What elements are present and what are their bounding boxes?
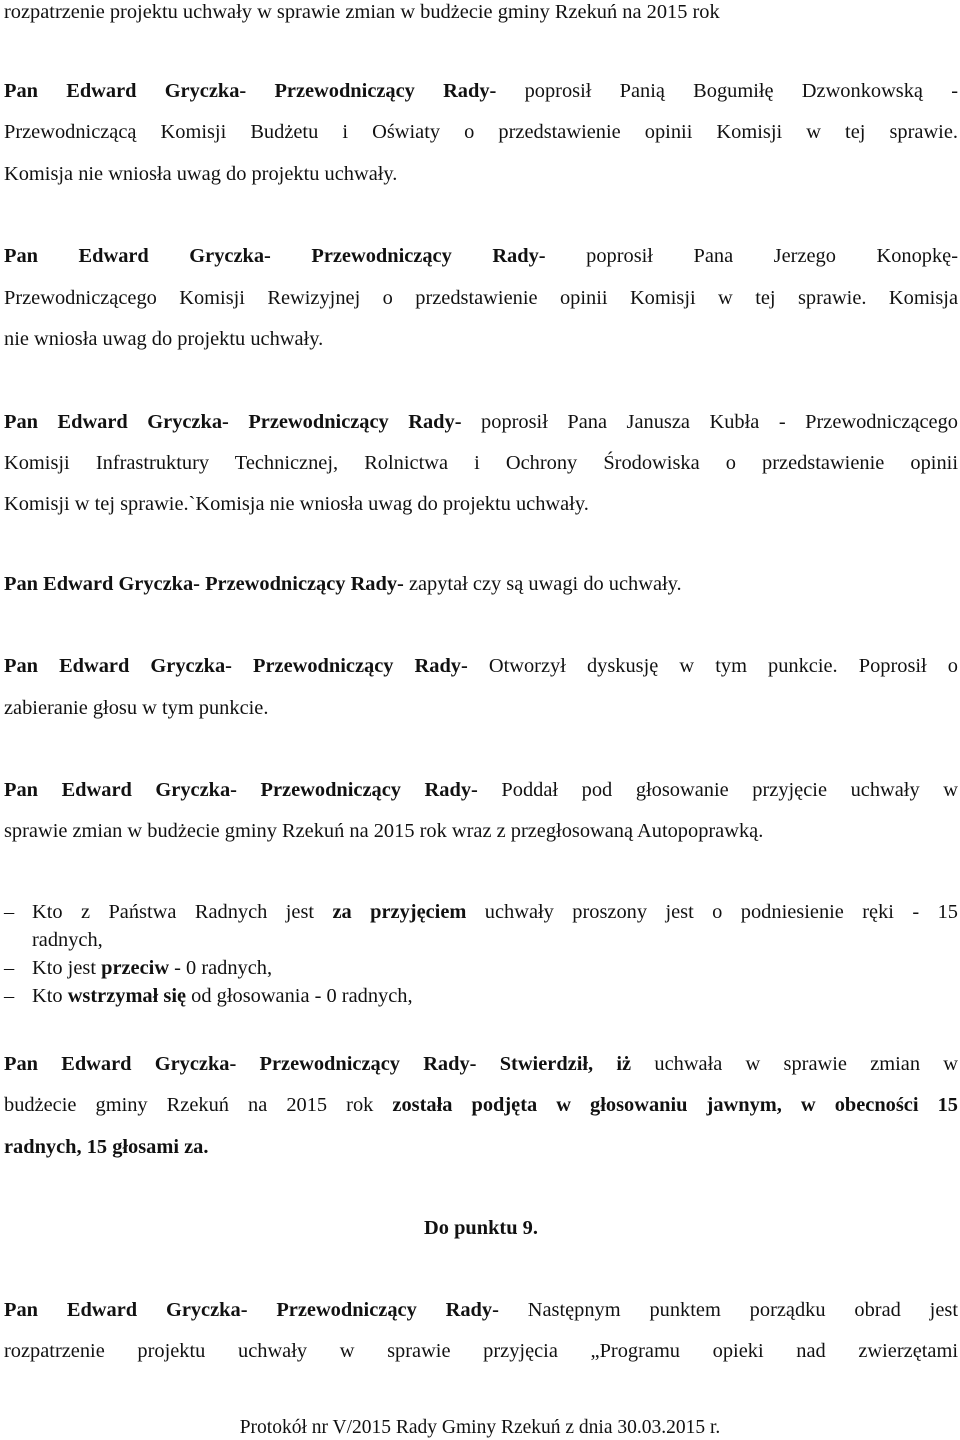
vote-text bbox=[32, 984, 958, 1008]
speaker-name: Pan Edward Gryczka- Przewodniczący Rady- bbox=[4, 80, 497, 102]
paragraph-text: poprosił Pana Janusza Kubła - Przewodniczącego bbox=[481, 411, 958, 433]
vote-text-part: - 0 radnych, bbox=[169, 957, 273, 979]
text-line bbox=[4, 778, 958, 802]
paragraph-text: poprosił Panią Bogumiłę Dzwonkowską - bbox=[524, 80, 958, 102]
vote-emphasis: przeciw bbox=[101, 957, 170, 979]
speaker-name: Pan Edward Gryczka- Przewodniczący Rady- bbox=[4, 573, 404, 595]
dash-bullet: – bbox=[4, 901, 15, 923]
paragraph-text: Następnym punktem porządku obrad jest bbox=[527, 1299, 958, 1321]
paragraph-emphasis: została podjęta w głosowaniu jawnym, w obecności 15 bbox=[392, 1094, 958, 1116]
text-line bbox=[4, 1052, 958, 1076]
text-line bbox=[4, 162, 958, 186]
paragraph-text: Poddał pod głosowanie przyjęcie uchwały w bbox=[501, 779, 958, 801]
text-line bbox=[4, 1298, 958, 1322]
text-line bbox=[4, 1135, 958, 1159]
text-line bbox=[4, 79, 958, 103]
vote-text bbox=[32, 956, 958, 980]
paragraph-text: uchwała w sprawie zmian w bbox=[654, 1053, 958, 1075]
paragraph-text: rozpatrzenie projektu uchwały w sprawie zmian w budżecie gminy Rzekuń na 2015 rok bbox=[4, 1, 720, 23]
text-line bbox=[4, 120, 958, 144]
text-line bbox=[4, 696, 958, 720]
vote-text-part: od głosowania - 0 radnych, bbox=[186, 985, 413, 1007]
paragraph-text: nie wniosła uwag do projektu uchwały. bbox=[4, 328, 324, 350]
paragraph-text: rozpatrzenie projektu uchwały w sprawie przyjęcia „Programu opieki nad zwierzętami bbox=[4, 1340, 958, 1362]
text-line bbox=[4, 1339, 958, 1363]
text-line bbox=[4, 819, 958, 843]
vote-text-part: Kto jest bbox=[32, 957, 96, 979]
text-line bbox=[4, 327, 958, 351]
text-line bbox=[4, 654, 958, 678]
paragraph-text: poprosił Pana Jerzego Konopkę- bbox=[586, 245, 959, 267]
paragraph-text: Przewodniczącego Komisji Rewizyjnej o przedstawienie opinii Komisji w tej sprawie. Komisja bbox=[4, 287, 958, 309]
vote-emphasis: za przyjęciem bbox=[332, 901, 467, 923]
text-line bbox=[4, 410, 958, 434]
paragraph-text: budżecie gminy Rzekuń na 2015 rok bbox=[4, 1094, 374, 1116]
speaker-name: Pan Edward Gryczka- Przewodniczący Rady- bbox=[4, 655, 468, 677]
text-line bbox=[4, 451, 958, 475]
paragraph-text: Komisji w tej sprawie.`Komisja nie wniosła uwag do projektu uchwały. bbox=[4, 493, 589, 515]
paragraph-emphasis: radnych, 15 głosami za. bbox=[4, 1136, 209, 1158]
vote-text-part: Kto z Państwa Radnych jest bbox=[32, 901, 315, 923]
dash-bullet: – bbox=[4, 985, 15, 1007]
dash-bullet: – bbox=[4, 957, 15, 979]
speaker-name: Pan Edward Gryczka- Przewodniczący Rady- bbox=[4, 779, 478, 801]
page-footer: Protokół nr V/2015 Rady Gminy Rzekuń z dnia 30.03.2015 r. bbox=[239, 1417, 721, 1438]
paragraph-text: Komisji Infrastruktury Technicznej, Rolnictwa i Ochrony Środowiska o przedstawienie opinii bbox=[4, 452, 958, 474]
vote-text-part: uchwały proszony jest o podniesienie ręki - 15 bbox=[484, 901, 958, 923]
paragraph-text: Otworzył dyskusję w tym punkcie. Poprosił o bbox=[488, 655, 958, 677]
speaker-name: Pan Edward Gryczka- Przewodniczący Rady- Stwierdził, iż bbox=[4, 1053, 632, 1075]
text-line bbox=[4, 244, 958, 268]
paragraph-text: zapytał czy są uwagi do uchwały. bbox=[408, 573, 682, 595]
paragraph-text: Komisja nie wniosła uwag do projektu uchwały. bbox=[4, 163, 398, 185]
paragraph-text: Przewodniczącą Komisji Budżetu i Oświaty o przedstawienie opinii Komisji w tej sprawie. bbox=[4, 121, 958, 143]
paragraph-text: sprawie zmian w budżecie gminy Rzekuń na 2015 rok wraz z przegłosowaną Autopoprawką. bbox=[4, 820, 764, 842]
speaker-name: Pan Edward Gryczka- Przewodniczący Rady- bbox=[4, 1299, 499, 1321]
vote-text-part: radnych, bbox=[32, 929, 103, 951]
vote-emphasis: wstrzymał się bbox=[67, 985, 187, 1007]
text-line bbox=[4, 1093, 958, 1117]
speaker-name: Pan Edward Gryczka- Przewodniczący Rady- bbox=[4, 411, 462, 433]
text-line bbox=[4, 572, 958, 596]
text-line bbox=[4, 0, 958, 24]
vote-text bbox=[32, 900, 958, 924]
section-heading: Do punktu 9. bbox=[424, 1217, 538, 1239]
text-line bbox=[4, 286, 958, 310]
speaker-name: Pan Edward Gryczka- Przewodniczący Rady- bbox=[4, 245, 546, 267]
text-line bbox=[4, 492, 958, 516]
paragraph-text: zabieranie głosu w tym punkcie. bbox=[4, 697, 269, 719]
vote-text-part: Kto bbox=[32, 985, 63, 1007]
